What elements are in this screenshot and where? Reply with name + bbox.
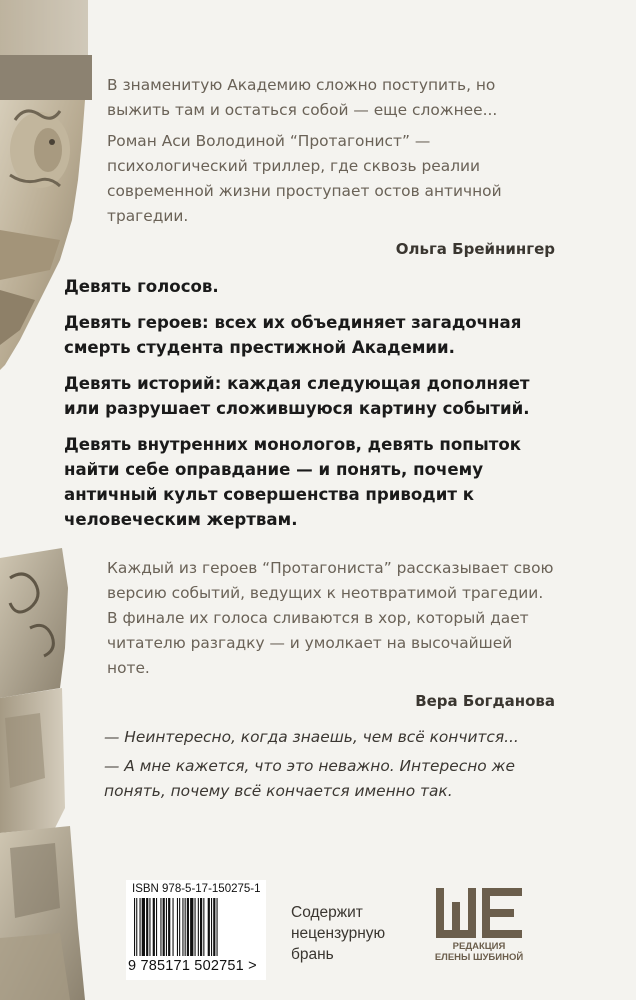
- review-2-author: Вера Богданова: [415, 692, 555, 710]
- annotation-paragraph-2: Девять героев: всех их объединяет загадочная смерть студента престижной Академии.: [64, 313, 522, 357]
- publisher-name-line-2: ЕЛЕНЫ ШУБИНОЙ: [434, 952, 524, 963]
- review-1-paragraph-2: Роман Аси Володиной “Протагонист” — психологический триллер, где сквозь реалии современной жизни проступает остов античной трагедии.: [107, 132, 502, 225]
- isbn-barcode: [126, 880, 266, 980]
- publisher-name-line-1: РЕДАКЦИЯ: [452, 941, 506, 952]
- review-2-paragraph: Каждый из героев “Протагониста” рассказывает свою версию событий, ведущих к неотвратимой трагедии. В финале их голоса сливаются в хор, который дает читателю разгадку — и умолкает на высочайшей ноте.: [107, 559, 554, 677]
- dialogue-quote: [104, 725, 544, 808]
- barcode-digits: 9 785171 502751 >: [128, 958, 257, 974]
- review-1-author: Ольга Брейнингер: [395, 240, 555, 258]
- review-1-paragraph-1: В знаменитую Академию сложно поступить, но выжить там и остаться собой — еще сложнее...: [107, 76, 498, 119]
- annotation-paragraph-4: Девять внутренних монологов, девять попыток найти себе оправдание — и понять, почему античный культ совершенства приводит к человеческим жертвам.: [64, 435, 521, 529]
- ue-monogram-icon: [436, 888, 522, 938]
- warning-line-3: брань: [291, 946, 334, 963]
- warning-line-2: нецензурную: [291, 925, 386, 942]
- isbn-number: ISBN 978-5-17-150275-1: [132, 883, 261, 895]
- carved-stone-image-bottom: [0, 548, 95, 1000]
- quote-line-1: — Неинтересно, когда знаешь, чем всё кончится...: [104, 728, 519, 746]
- annotation-block: [64, 274, 564, 543]
- quote-line-2: — А мне кажется, что это неважно. Интересно же понять, почему всё кончается именно так.: [104, 757, 515, 800]
- review-block-1: [107, 73, 555, 262]
- annotation-paragraph-1: Девять голосов.: [64, 277, 219, 296]
- warning-line-1: Содержит: [291, 904, 363, 921]
- barcode-bars: [126, 898, 266, 958]
- annotation-paragraph-3: Девять историй: каждая следующая дополняет или разрушает сложившуюся картину событий.: [64, 374, 530, 418]
- review-block-2: [107, 556, 555, 714]
- publisher-logo: [432, 888, 542, 968]
- publisher-name: [432, 941, 526, 963]
- content-warning: [291, 902, 421, 965]
